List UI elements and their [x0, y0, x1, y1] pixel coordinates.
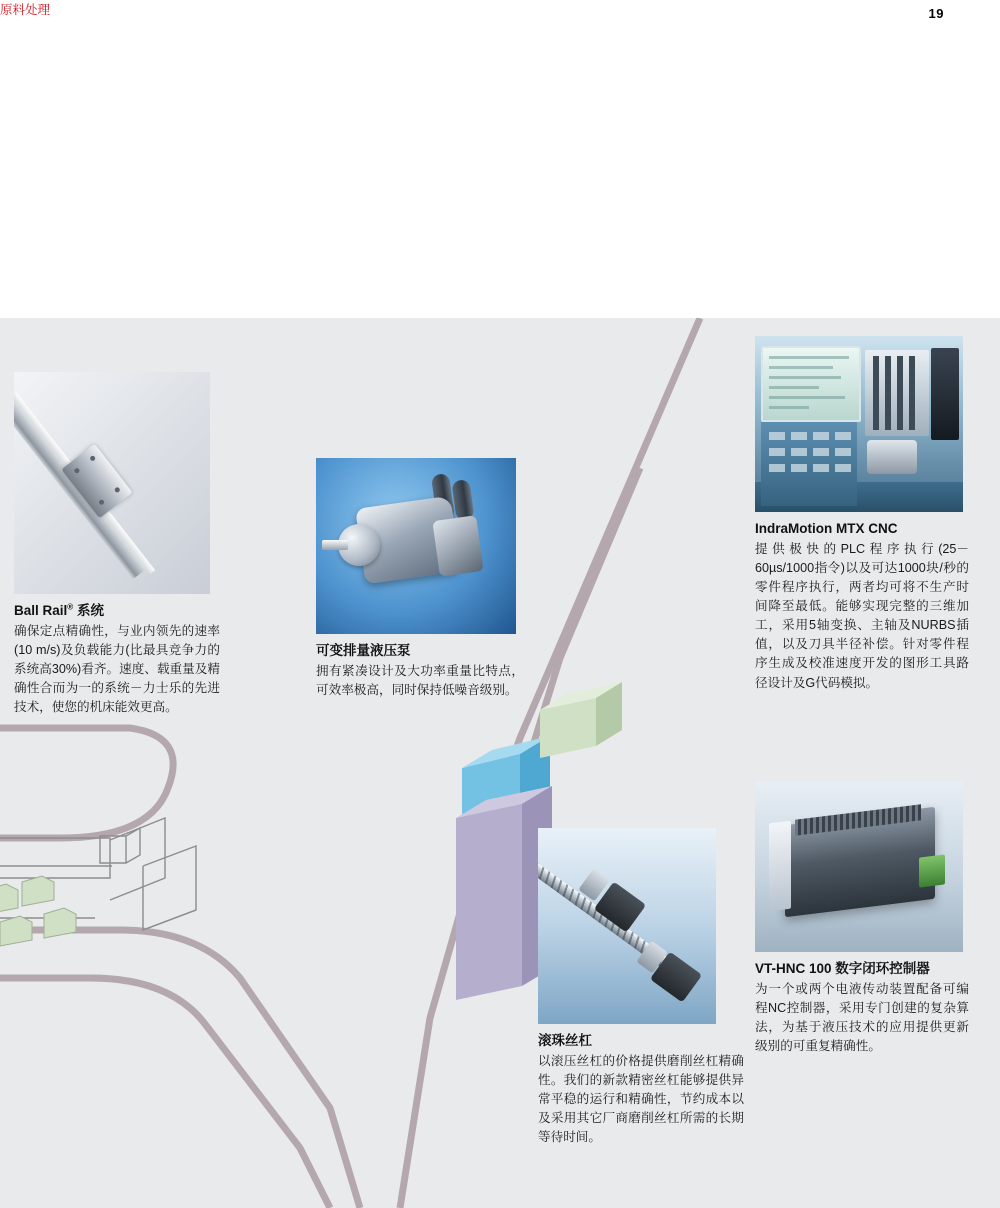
hydraulic-pump-photo	[316, 458, 516, 634]
card-hydraulic-pump	[316, 458, 524, 700]
card-title-indramotion-mtx-cnc: IndraMotion MTX CNC	[755, 521, 898, 536]
card-title-text: Ball Rail	[14, 603, 68, 618]
ball-screw-photo	[538, 828, 716, 1024]
page-number: 19	[928, 6, 944, 21]
card-indramotion-mtx-cnc	[755, 336, 969, 693]
card-ball-screw	[538, 828, 744, 1147]
ball-rail-carriage-detail	[61, 444, 132, 519]
card-body-hydraulic-pump: 拥有紧凑设计及大功率重量比特点，可效率极高，同时保持低噪音级别。	[316, 663, 524, 697]
card-title-hydraulic-pump: 可变排量液压泵	[316, 643, 411, 658]
card-vt-hnc-100	[755, 782, 969, 1056]
card-title-suffix: 系统	[73, 603, 104, 618]
card-body-ball-rail: 确保定点精确性，与业内领先的速率(10 m/s)及负载能力(比最具竞争力的系统高30%)看齐。速度、载重量及精确性合而为一的系统－力士乐的先进技术，使您的机床能效更高。	[14, 623, 220, 715]
card-title-vt-hnc-100: VT-HNC 100 数字闭环控制器	[755, 961, 930, 976]
card-body-indramotion-mtx-cnc: 提供极快的PLC程序执行(25－60µs/1000指令)以及可达1000块/秒的零件程序执行，两者均可将不生产时间降至最低。能够实现完整的三维加工，采用5轴变换、主轴及NURBS插值，以及刀具半径补偿。针对零件程序生成及校准速度开发的图形工具路径设计及G代码模拟。	[755, 541, 969, 690]
indramotion-mtx-cnc-photo	[755, 336, 963, 512]
card-title-ball-rail	[14, 601, 220, 621]
vt-hnc-100-photo	[755, 782, 963, 952]
diagram-label-material-handling: 原料处理	[0, 3, 51, 17]
ball-rail-photo	[14, 372, 210, 594]
card-title-ball-screw: 滚珠丝杠	[538, 1033, 592, 1048]
card-body-vt-hnc-100: 为一个或两个电液传动装置配备可编程NC控制器，采用专门创建的复杂算法，为基于液压技术的应用提供更新级别的可重复精确性。	[755, 981, 969, 1053]
card-body-ball-screw: 以滚压丝杠的价格提供磨削丝杠精确性。我们的新款精密丝杠能够提供异常平稳的运行和精确性，节约成本以及采用其它厂商磨削丝杠所需的长期等待时间。	[538, 1053, 744, 1145]
registered-mark-icon: ®	[67, 602, 74, 612]
card-ball-rail	[14, 372, 220, 717]
